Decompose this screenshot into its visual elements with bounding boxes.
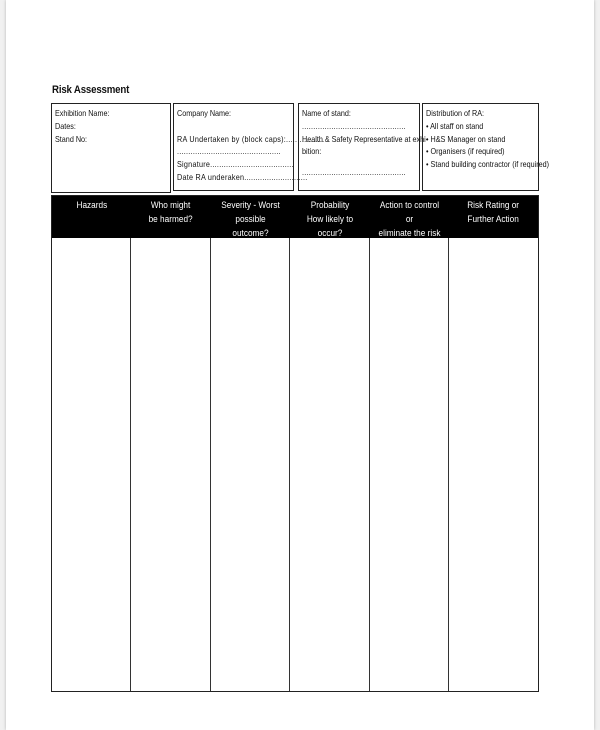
document-title: Risk Assessment xyxy=(52,84,130,96)
column-divider xyxy=(130,238,131,691)
dates-label: Dates: xyxy=(55,120,76,131)
exhibition-info-box xyxy=(51,103,171,193)
header-risk-rating: Risk Rating or Further Action xyxy=(467,200,520,225)
spacer xyxy=(302,158,400,166)
company-name-label: Company Name: xyxy=(177,108,232,118)
signature-label: Signature..................................... xyxy=(177,159,294,170)
column-divider xyxy=(448,238,449,691)
stand-name-label: Name of stand: xyxy=(302,108,351,118)
spacer xyxy=(177,120,274,133)
hs-rep-dotted-line: .............................................. xyxy=(302,167,406,178)
ra-undertaken-dotted-line: .............................................. xyxy=(177,146,281,157)
stand-info-box xyxy=(298,103,429,191)
distribution-label: Distribution of RA: xyxy=(426,108,485,118)
risk-assessment-table xyxy=(51,195,539,692)
distribution-item: • Stand building contractor (if required) xyxy=(426,159,550,170)
table-body xyxy=(52,238,538,691)
ra-undertaken-label: RA Undertaken by (block caps):................. xyxy=(177,133,325,144)
distribution-info-box xyxy=(422,103,550,191)
header-action: Action to control or eliminate the risk xyxy=(378,200,441,239)
column-divider xyxy=(369,238,370,691)
header-severity: Severity - Worst possible outcome? xyxy=(221,200,280,239)
stand-no-label: Stand No: xyxy=(55,133,88,144)
table-header-row xyxy=(52,196,538,238)
column-divider xyxy=(210,238,211,691)
distribution-item: • H&S Manager on stand xyxy=(426,133,506,144)
date-ra-label: Date RA underaken............................ xyxy=(177,171,308,182)
header-probability: Probability How likely to occur? xyxy=(306,200,354,239)
hs-rep-label: Health & Safety Representative at exhi- xyxy=(302,133,429,144)
header-hazards: Hazards xyxy=(76,200,107,211)
stand-name-dotted-line: .............................................. xyxy=(302,120,406,131)
distribution-item: • All staff on stand xyxy=(426,120,484,131)
column-divider xyxy=(289,238,290,691)
hs-rep-label-cont: bition: xyxy=(302,146,322,157)
header-who-harmed: Who might be harmed? xyxy=(148,200,194,225)
exhibition-name-label: Exhibition Name: xyxy=(55,108,110,118)
distribution-item: • Organisers (if required) xyxy=(426,146,505,157)
